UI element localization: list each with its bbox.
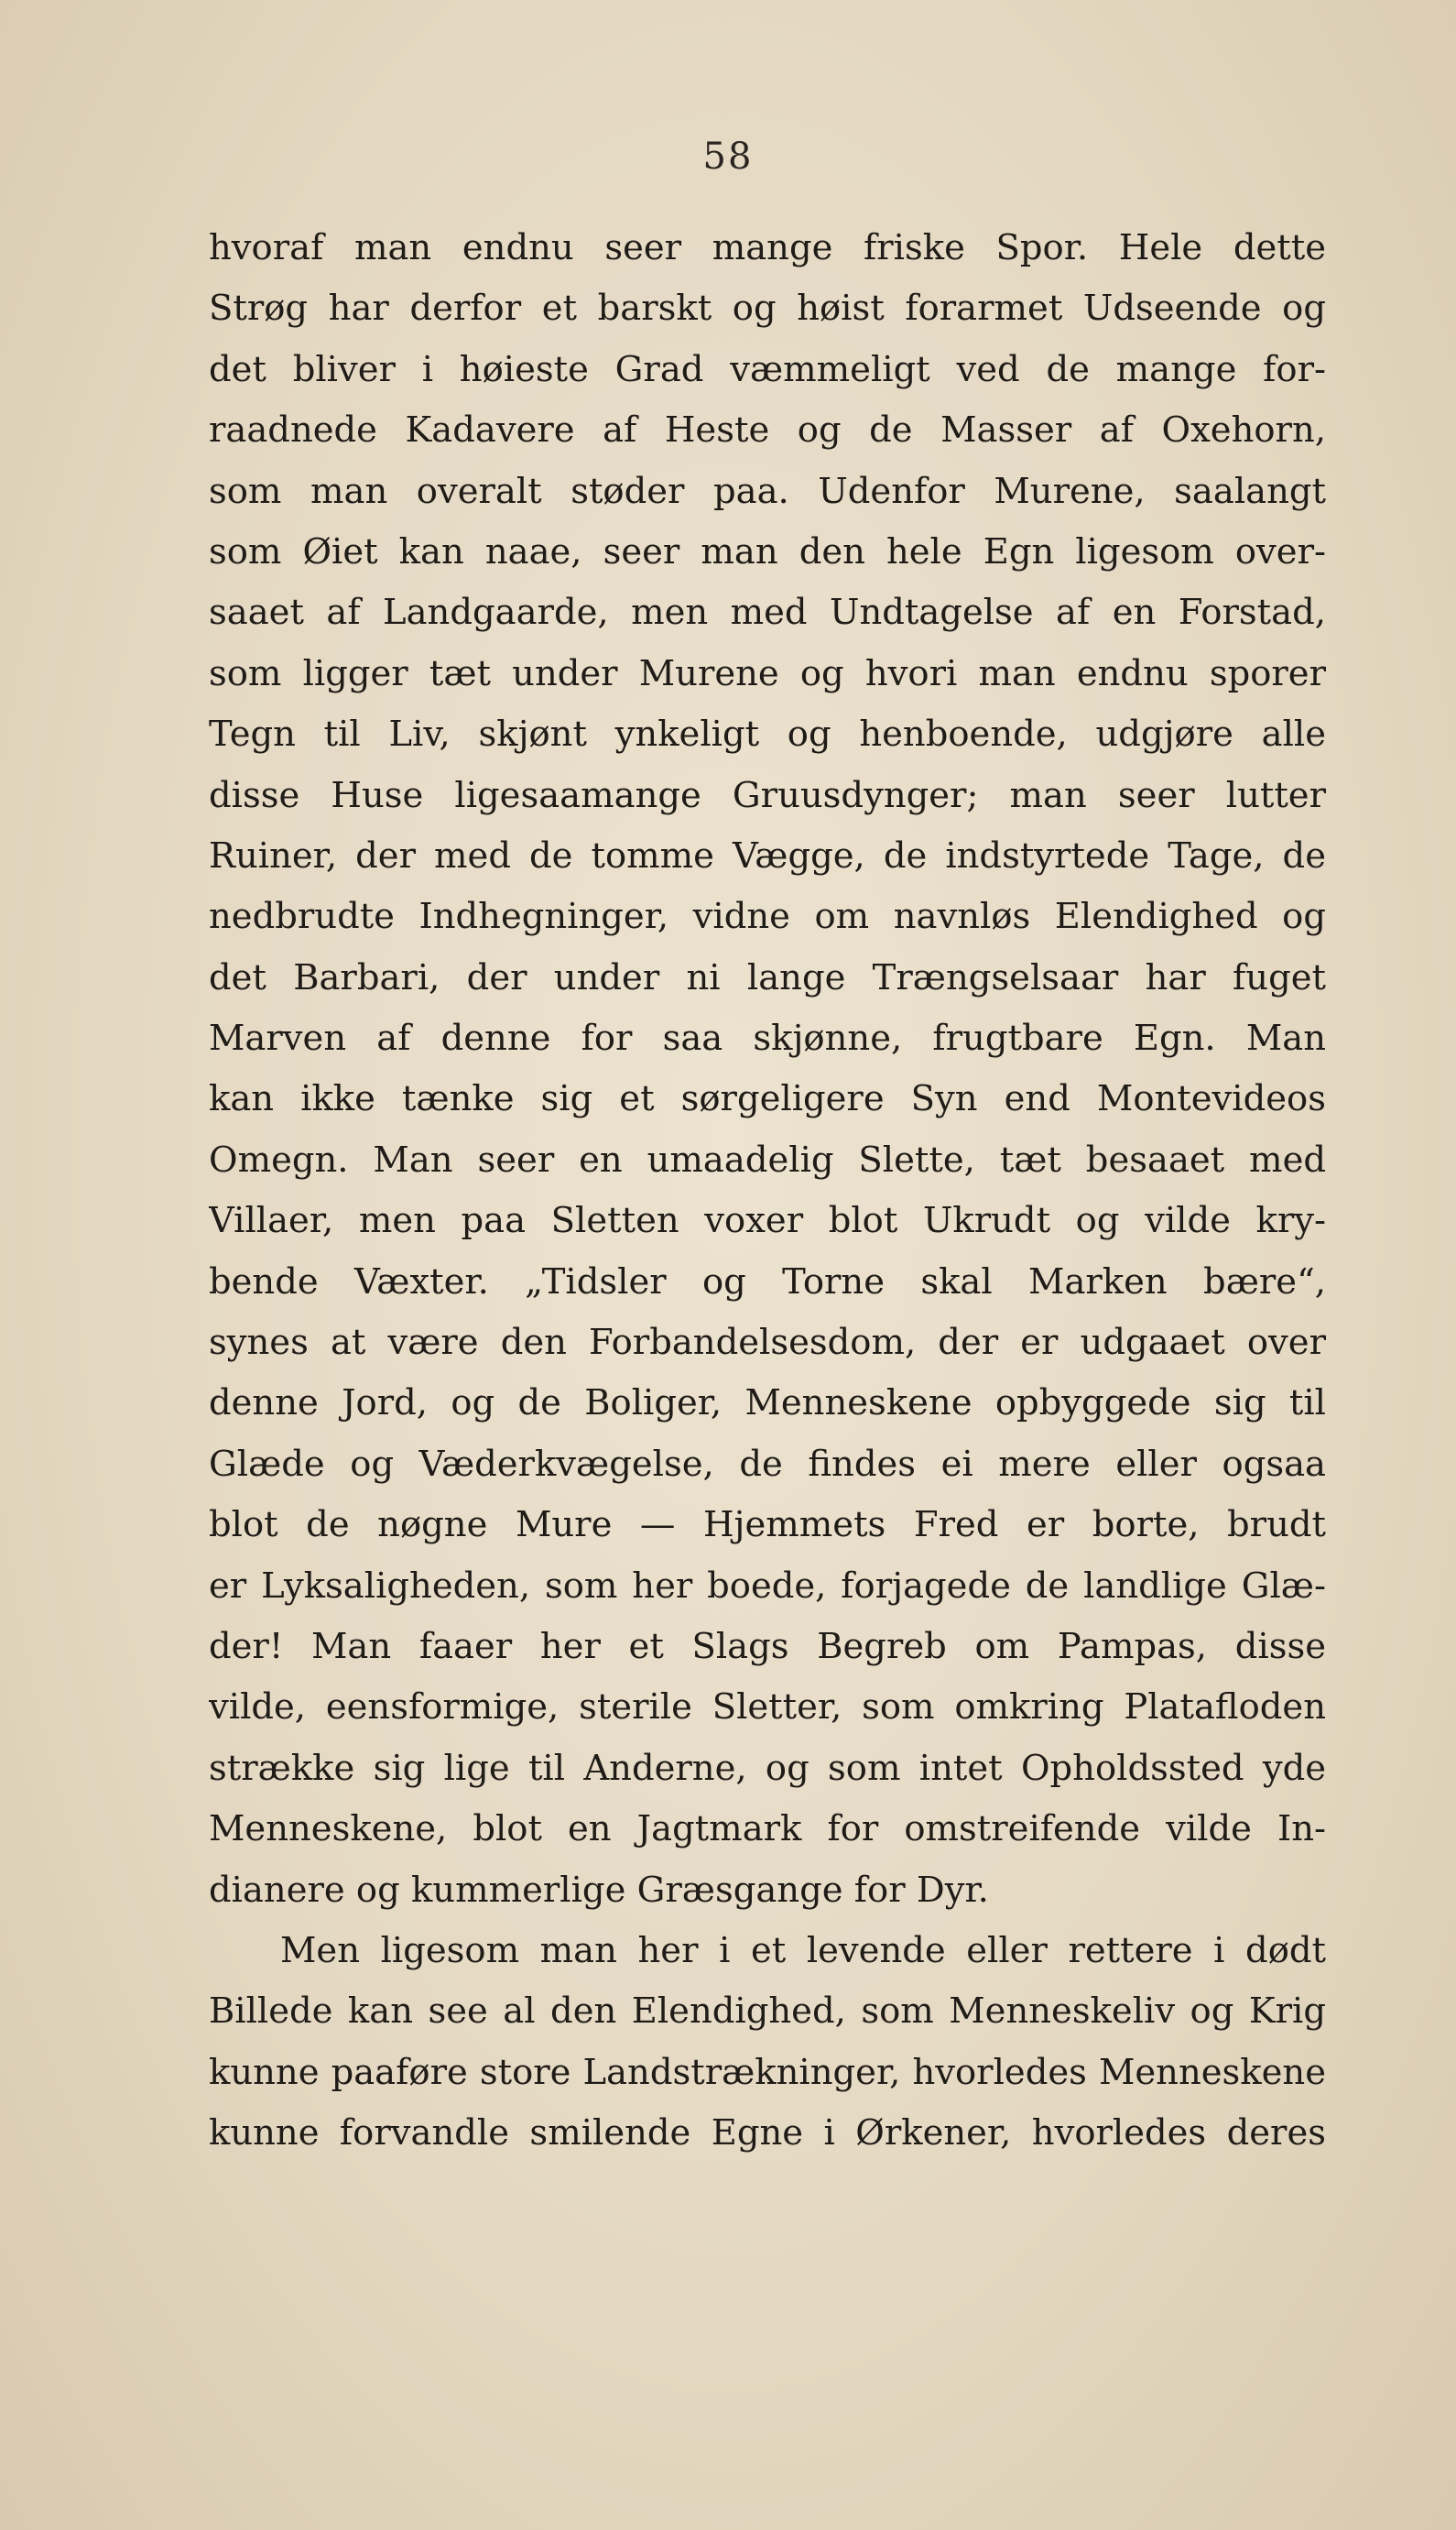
text-line: som man overalt støder paa. Udenfor Murene, saalangt xyxy=(209,470,1326,512)
text-line: der! Man faaer her et Slags Begreb om Pampas, disse xyxy=(209,1625,1326,1667)
text-line: disse Huse ligesaamange Gruusdynger; man seer lutter xyxy=(209,774,1326,816)
text-line: raadnede Kadavere af Heste og de Masser af Oxehorn, xyxy=(209,409,1326,452)
text-line: kan ikke tænke sig et sørgeligere Syn end Montevideos xyxy=(209,1078,1326,1120)
text-line: synes at være den Forbandelsesdom, der er udgaaet over xyxy=(209,1322,1326,1364)
text-line: som ligger tæt under Murene og hvori man endnu sporer xyxy=(209,652,1326,694)
page-number: 58 xyxy=(702,136,754,178)
text-line: blot de nøgne Mure — Hjemmets Fred er borte, brudt xyxy=(209,1504,1326,1546)
text-line: er Lyksaligheden, som her boede, forjagede de landlige Glæ- xyxy=(209,1565,1326,1607)
text-line: bende Væxter. „Tidsler og Torne skal Marken bære“, xyxy=(209,1260,1326,1303)
text-line: Marven af denne for saa skjønne, frugtbare Egn. Man xyxy=(209,1018,1326,1060)
text-line: saaet af Landgaarde, men med Undtagelse af en Forstad, xyxy=(209,592,1326,634)
text-line: denne Jord, og de Boliger, Menneskene opbyggede sig til xyxy=(209,1382,1326,1424)
text-line: Glæde og Væderkvægelse, de findes ei mere eller ogsaa xyxy=(209,1443,1326,1485)
text-line: Billede kan see al den Elendighed, som Menneskeliv og Krig xyxy=(209,1990,1326,2033)
body-text xyxy=(209,218,1326,2165)
text-line: Omegn. Man seer en umaadelig Slette, tæt besaaet med xyxy=(209,1139,1326,1181)
text-line: det Barbari, der under ni lange Trængselsaar har fuget xyxy=(209,956,1326,998)
text-line: nedbrudte Indhegninger, vidne om navnløs Elendighed og xyxy=(209,896,1326,938)
text-line: Villaer, men paa Sletten voxer blot Ukrudt og vilde kry- xyxy=(209,1200,1326,1242)
text-line: Strøg har derfor et barskt og høist forarmet Udseende og xyxy=(209,288,1326,330)
text-line: Tegn til Liv, skjønt ynkeligt og henboende, udgjøre alle xyxy=(209,714,1326,756)
text-line: det bliver i høieste Grad væmmeligt ved de mange for- xyxy=(209,348,1326,390)
text-line: kunne forvandle smilende Egne i Ørkener, hvorledes deres xyxy=(209,2112,1326,2154)
text-line: strække sig lige til Anderne, og som intet Opholdssted yde xyxy=(209,1747,1326,1789)
text-line: vilde, eensformige, sterile Sletter, som omkring Platafloden xyxy=(209,1686,1326,1728)
text-line: hvoraf man endnu seer mange friske Spor. Hele dette xyxy=(209,227,1326,268)
text-line: kunne paaføre store Landstrækninger, hvorledes Menneskene xyxy=(209,2051,1326,2093)
paragraph-start-line: Men ligesom man her i et levende eller rettere i dødt xyxy=(280,1929,1326,1971)
text-line: Ruiner, der med de tomme Vægge, de indstyrtede Tage, de xyxy=(209,834,1326,877)
text-line: Menneskene, blot en Jagtmark for omstreifende vilde In- xyxy=(209,1808,1326,1850)
paragraph-end-line: dianere og kummerlige Græsgange for Dyr. xyxy=(209,1869,989,1911)
text-line: som Øiet kan naae, seer man den hele Egn ligesom over- xyxy=(209,530,1326,573)
